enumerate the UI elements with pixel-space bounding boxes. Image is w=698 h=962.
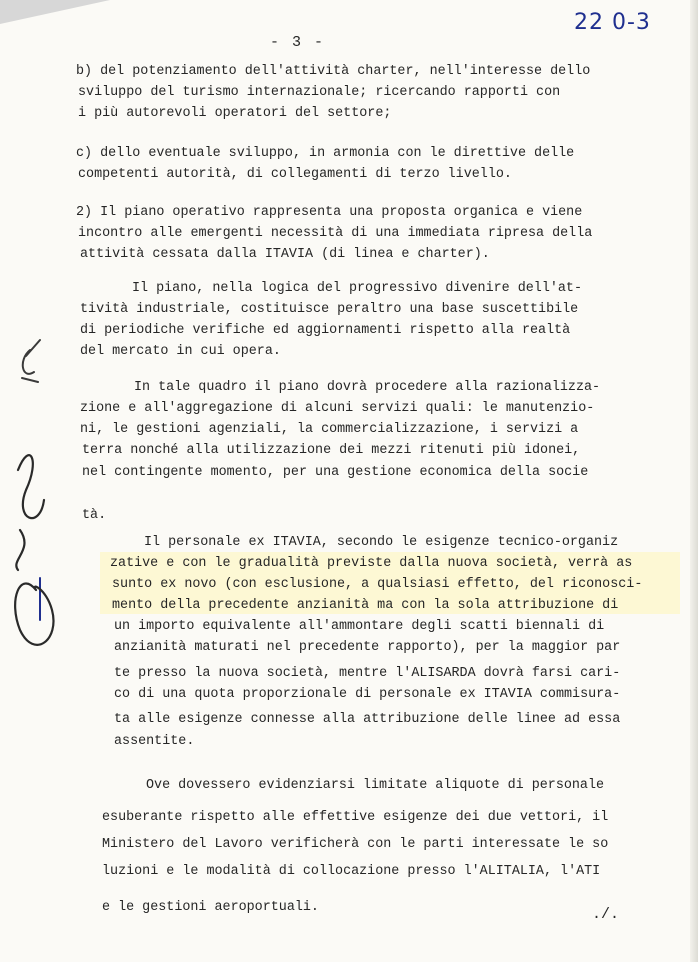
text-line: incontro alle emergenti necessità di una immediata ripresa della bbox=[78, 226, 593, 241]
text-line: Il piano, nella logica del progressivo divenire dell'at- bbox=[132, 281, 582, 296]
text-line: del mercato in cui opera. bbox=[80, 344, 281, 359]
text-line: i più autorevoli operatori del settore; bbox=[78, 106, 392, 121]
text-line: di periodiche verifiche ed aggiornamenti rispetto alla realtà bbox=[80, 323, 571, 338]
text-line: terra nonché alla utilizzazione dei mezzi ritenuti più idonei, bbox=[82, 443, 581, 458]
text-line: ta alle esigenze connesse alla attribuzione delle linee ad essa bbox=[114, 712, 621, 727]
page-edge bbox=[690, 0, 698, 962]
text-line: sunto ex novo (con esclusione, a qualsiasi effetto, del riconosci- bbox=[112, 577, 643, 592]
text-line: sviluppo del turismo internazionale; ricercando rapporti con bbox=[78, 85, 561, 100]
text-line: attività cessata dalla ITAVIA (di linea e charter). bbox=[80, 247, 490, 262]
margin-circle-mark bbox=[15, 584, 53, 645]
text-line: ni, le gestioni agenziali, la commercializzazione, i servizi a bbox=[80, 422, 579, 437]
text-line: te presso la nuova società, mentre l'ALISARDA dovrà farsi cari- bbox=[114, 666, 621, 681]
margin-annotations bbox=[0, 320, 80, 680]
text-line: tà. bbox=[82, 508, 107, 523]
text-line: In tale quadro il piano dovrà procedere alla razionalizza- bbox=[134, 380, 601, 395]
text-line: competenti autorità, di collegamenti di terzo livello. bbox=[78, 167, 512, 182]
text-line: Il personale ex ITAVIA, secondo le esigenze tecnico-organiz bbox=[144, 535, 619, 550]
margin-signature bbox=[16, 455, 44, 570]
margin-scribble bbox=[22, 340, 40, 382]
text-line: nel contingente momento, per una gestione economica della socie bbox=[82, 465, 589, 480]
text-line: Ove dovessero evidenziarsi limitate aliquote di personale bbox=[146, 778, 605, 793]
text-line: luzioni e le modalità di collocazione presso l'ALITALIA, l'ATI bbox=[102, 864, 601, 879]
text-line: co di una quota proporzionale di personale ex ITAVIA commisura- bbox=[114, 687, 621, 702]
text-line: 2) Il piano operativo rappresenta una proposta organica e viene bbox=[76, 205, 583, 220]
text-line: Ministero del Lavoro verificherà con le parti interessate le so bbox=[102, 837, 609, 852]
text-line: zione e all'aggregazione di alcuni servizi quali: le manutenzio- bbox=[80, 401, 595, 416]
handwritten-page-stamp: 22 0-3 bbox=[574, 10, 651, 35]
text-line: b) del potenziamento dell'attività charter, nell'interesse dello bbox=[76, 64, 591, 79]
folded-corner bbox=[0, 0, 110, 24]
page-number: - 3 - bbox=[270, 34, 326, 51]
text-line: mento della precedente anzianità ma con la sola attribuzione di bbox=[112, 598, 619, 613]
text-line: c) dello eventuale sviluppo, in armonia con le direttive delle bbox=[76, 146, 575, 161]
text-line: un importo equivalente all'ammontare degli scatti biennali di bbox=[114, 619, 605, 634]
text-line: anzianità maturati nel precedente rapporto), per la maggior par bbox=[114, 640, 621, 655]
end-of-page-mark: ./. bbox=[592, 906, 620, 923]
text-line: tività industriale, costituisce peraltro una base suscettibile bbox=[80, 302, 579, 317]
text-line: assentite. bbox=[114, 734, 195, 749]
text-line: zative e con le gradualità previste dalla nuova società, verrà as bbox=[110, 556, 633, 571]
text-line: esuberante rispetto alle effettive esigenze dei due vettori, il bbox=[102, 810, 609, 825]
text-line: e le gestioni aeroportuali. bbox=[102, 900, 319, 915]
